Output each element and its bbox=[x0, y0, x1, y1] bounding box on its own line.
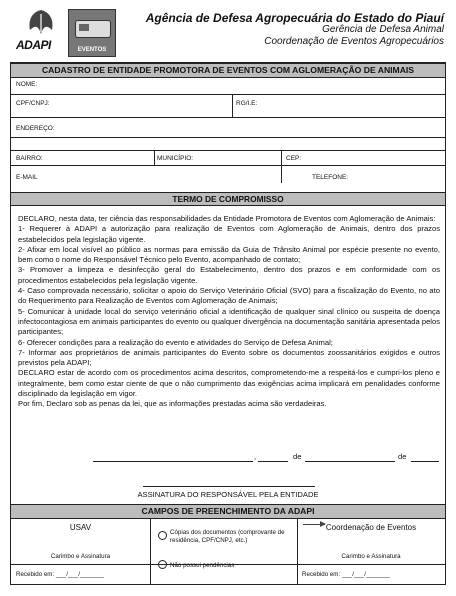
leaf-icon bbox=[24, 8, 58, 36]
recebido-coord-label: Recebido em: ___/___/_______ bbox=[302, 571, 391, 578]
termo-section-title: TERMO DE COMPROMISSO bbox=[11, 192, 445, 206]
coordenacao-subtitle: Coordenação de Eventos Agropecuários bbox=[264, 36, 444, 47]
cadastro-section-title: CADASTRO DE ENTIDADE PROMOTORA DE EVENTOS COM AGLOMERAÇÃO DE ANIMAIS bbox=[11, 63, 445, 78]
termo-paragraph: 2- Afixar em local visível ao público as normas para emissão da Guia de Trânsito Animal por espécie presente no evento, bem como o nome do Responsável Técnico pelo Evento, acompanhado de contato; bbox=[18, 244, 440, 265]
termo-paragraph: 1- Requerer à ADAPI a autorização para realização de Eventos com Aglomeração de Animais, dentro dos prazos estabelecidos pela legislação vigente. bbox=[18, 224, 440, 244]
divider bbox=[11, 165, 445, 166]
municipio-label: MUNICÍPIO: bbox=[157, 155, 194, 162]
divider bbox=[11, 94, 445, 95]
divider bbox=[11, 117, 445, 118]
documents-option-label: Cópias dos documentos (comprovante de residência, CPF/CNPJ, etc.) bbox=[170, 529, 285, 544]
termo-paragraph: 6- Oferecer condições para a realização do evento e atividades do Serviço de Defesa Animal; bbox=[18, 337, 333, 347]
form-frame: CADASTRO DE ENTIDADE PROMOTORA DE EVENTOS COM AGLOMERAÇÃO DE ANIMAIS NOME: CPF/CNPJ: RG/I.E: ENDEREÇO: BAIRRO: MUNICÍPIO: CEP: E-MAIL TELEFONE: TERMO DE COMPROMISSO DECLARO, nesta data, ter ciência das responsabilidades da Entidade Promotora de Eventos com Aglomeração de Animais: 1- Requerer à ADAPI a autorização para realização de Eventos com Aglomeração de Animais, dentro dos prazos estabelecidos pela legislação vigente. 2- Afixar em local visível ao público as normas para emissão da Guia de Trânsito Animal por espécie presente no evento, bem como o nome do Responsável Técnico pelo Evento, acompanhado de contato; 3- Promover a limpeza e desinfecção geral do Estabelecimento, dentro dos prazos e em conformidade com os procedimentos estabelecidos pela legislação vigente. 4- Caso comprovada necessário, solicitar o apoio do Serviço Veterinário Oficial (SVO) para a fiscalização do Evento, no ato do Requerimento para Realização de Eventos com Aglomeração de Animais; 5- Comunicar à unidade local do serviço veterinário oficial a identificação de qualquer sinal clínico ou suspeita de doença infectocontagiosa em animais participantes do evento ou qualquer divergência na documentação sanitária apresentada pelos participantes; 6- Oferecer condições para a realização do evento e atividades do Serviço de Defesa Animal; 7- Informar aos proprietários de animais participantes do Evento sobre os documentos zoossanitários exigidos e outros previstos pela ADAPI; DECLARO estar de acordo com os procedimentos acima descritos, comprometendo-me a respeitá-los e cumpri-los pleno e integralmente, bem como estar ciente de que o não cumprimento das exigências acima implicará em penalidades conforme disciplinado da legislação em vigor. Por fim, Declaro sob as penas da lei, que as informações prestadas acima são verdadeiras. , de de ASSINATURA DO RESPONSÁVEL PELA ENTIDADE CAMPOS DE PREENCHIMENTO DA ADAPI USAV Carimbo e Assinatura Recebido em: ___/___/_______ Cópias dos documentos (comprovante de residência, CPF/CNPJ, etc.) Não possui pendências Coordenação de Eventos Carimbo e Assinatura Recebido em: ___/___/_______ bbox=[10, 62, 446, 585]
year-line[interactable] bbox=[411, 461, 439, 462]
divider bbox=[281, 150, 282, 183]
carimbo-usav-label: Carimbo e Assinatura bbox=[50, 553, 111, 560]
email-label: E-MAIL bbox=[16, 174, 38, 181]
signature-line[interactable] bbox=[143, 486, 315, 487]
no-pendencies-radio[interactable] bbox=[158, 560, 167, 569]
telefone-label: TELEFONE: bbox=[312, 174, 349, 181]
recebido-usav-label: Recebido em: ___/___/_______ bbox=[16, 571, 105, 578]
cpf-cnpj-label: CPF/CNPJ: bbox=[16, 100, 50, 107]
divider bbox=[150, 519, 151, 584]
termo-paragraph: 7- Informar aos proprietários de animais participantes do Evento sobre os documentos zoossanitários exigidos e outros previstos pela ADAPI; bbox=[18, 347, 440, 368]
termo-paragraph: Por fim, Declaro sob as penas da lei, que as informações prestadas acima são verdadeiras. bbox=[18, 399, 327, 409]
cep-label: CEP: bbox=[286, 155, 302, 162]
termo-body bbox=[18, 214, 440, 410]
carimbo-coord-label: Carimbo e Assinatura bbox=[341, 553, 401, 560]
usav-label: USAV bbox=[69, 523, 92, 532]
bairro-label: BAIRRO: bbox=[16, 155, 43, 162]
month-line[interactable] bbox=[305, 461, 395, 462]
date-de-2: de bbox=[398, 452, 407, 461]
signature-label: ASSINATURA DO RESPONSÁVEL PELA ENTIDADE bbox=[137, 490, 319, 499]
truck-icon bbox=[75, 20, 111, 38]
header-title-block bbox=[146, 12, 444, 48]
termo-paragraph: DECLARO estar de acordo com os procedimentos acima descritos, comprometendo-me a respeitá-los e cumpri-los pleno e integralmente, bem como estar ciente de que o não cumprimento das exigências acima implicará em penalidades conforme disciplinado da legislação em vigor. bbox=[18, 368, 440, 399]
eventos-logo bbox=[68, 9, 116, 57]
location-line[interactable] bbox=[93, 461, 253, 462]
divider bbox=[11, 137, 445, 138]
date-de-1: de bbox=[293, 452, 302, 461]
day-line[interactable] bbox=[258, 461, 288, 462]
termo-paragraph: 4- Caso comprovada necessário, solicitar o apoio do Serviço Veterinário Oficial (SVO) para a fiscalização do Evento, no ato do Requerimento para Realização de Eventos com Aglomeração de Animais; bbox=[18, 286, 440, 306]
termo-paragraph: 3- Promover a limpeza e desinfecção geral do Estabelecimento, dentro dos prazos e em conformidade com os procedimentos estabelecidos pela legislação vigente. bbox=[18, 265, 440, 285]
coordenacao-label: Coordenação de Eventos bbox=[325, 523, 417, 532]
termo-paragraph: 5- Comunicar à unidade local do serviço veterinário oficial a identificação de qualquer sinal clínico ou suspeita de doença infectocontagiosa em animais participantes do evento ou qualquer divergência na documentação sanitária apresentada pelos participantes; bbox=[18, 306, 440, 337]
documents-radio[interactable] bbox=[158, 531, 167, 540]
adapi-logo-text: ADAPI bbox=[16, 38, 51, 52]
divider bbox=[154, 150, 155, 165]
adapi-section-title: CAMPOS DE PREENCHIMENTO DA ADAPI bbox=[11, 504, 445, 519]
endereco-label: ENDEREÇO: bbox=[16, 125, 55, 132]
termo-paragraph: DECLARO, nesta data, ter ciência das responsabilidades da Entidade Promotora de Eventos com Aglomeração de Animais: bbox=[18, 214, 436, 223]
agency-title: Agência de Defesa Agropecuária do Estado do Piauí bbox=[145, 11, 444, 25]
divider bbox=[11, 150, 445, 151]
header bbox=[0, 0, 456, 58]
adapi-logo bbox=[14, 8, 66, 56]
gerencia-subtitle: Gerência de Defesa Animal bbox=[322, 24, 444, 35]
nome-label: NOME: bbox=[16, 81, 38, 88]
eventos-logo-text: EVENTOS bbox=[77, 47, 107, 53]
no-pendencies-label: Não possui pendências bbox=[170, 562, 235, 569]
rg-label: RG/I.E: bbox=[236, 100, 258, 107]
divider bbox=[232, 94, 233, 117]
